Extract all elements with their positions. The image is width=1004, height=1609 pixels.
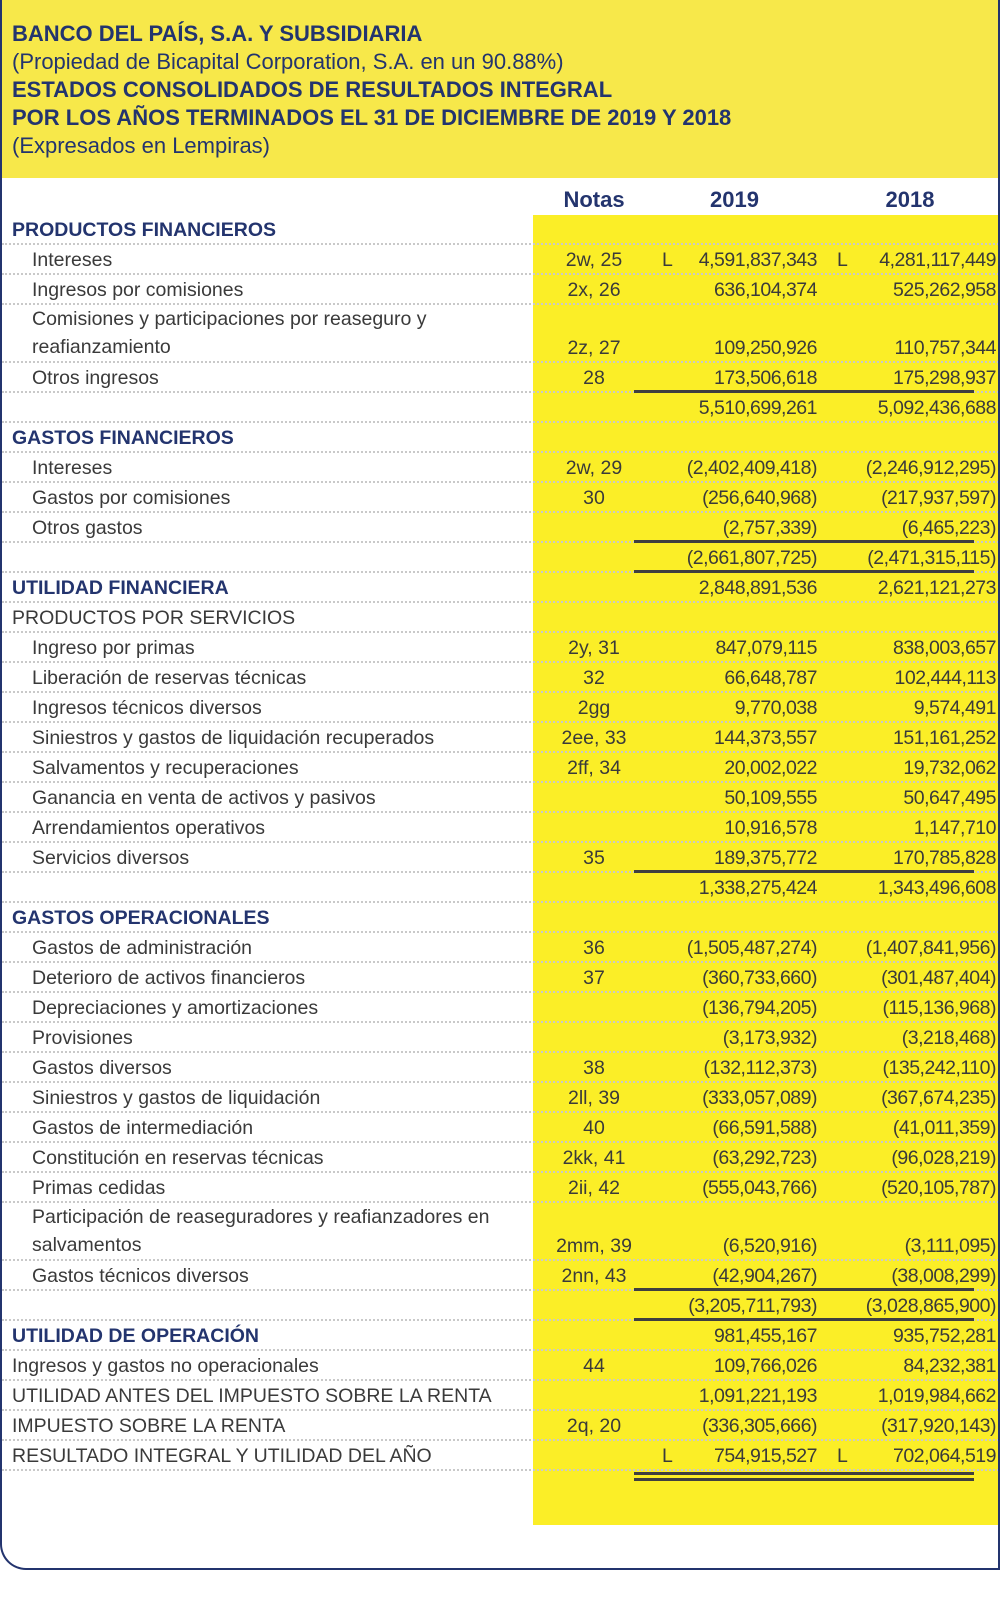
statement-table bbox=[2, 215, 1000, 1471]
table-row bbox=[2, 1381, 1000, 1411]
value-2018: 702,064,519 bbox=[893, 1445, 996, 1467]
row-label: PRODUCTOS FINANCIEROS bbox=[12, 219, 276, 241]
table-row bbox=[2, 843, 1000, 873]
row-label: Salvamentos y recuperaciones bbox=[32, 757, 299, 779]
table-row bbox=[2, 783, 1000, 813]
value-2019: (360,733,660) bbox=[702, 967, 817, 989]
table-row bbox=[2, 963, 1000, 993]
row-label: Otros ingresos bbox=[32, 367, 159, 389]
value-2019: (2,661,807,725) bbox=[686, 547, 817, 569]
row-label: Gastos diversos bbox=[32, 1057, 172, 1079]
value-2018: (3,028,865,900) bbox=[865, 1295, 996, 1317]
row-label: Gastos técnicos diversos bbox=[32, 1265, 249, 1287]
table-row bbox=[2, 993, 1000, 1023]
value-2018: 19,732,062 bbox=[903, 757, 996, 779]
value-2019: (336,305,666) bbox=[702, 1415, 817, 1437]
table-row bbox=[2, 1441, 1000, 1471]
row-label: Siniestros y gastos de liquidación recuperados bbox=[32, 727, 435, 749]
value-2018: 1,147,710 bbox=[913, 817, 996, 839]
double-total-rule bbox=[634, 1478, 974, 1481]
row-notes: 37 bbox=[583, 967, 605, 989]
value-2018: (520,105,787) bbox=[881, 1177, 996, 1199]
currency-note: (Expresados en Lempiras) bbox=[12, 133, 271, 158]
table-row bbox=[2, 1203, 1000, 1261]
row-notes: 2ll, 39 bbox=[567, 1087, 621, 1109]
value-2019: (3,205,711,793) bbox=[688, 1295, 817, 1317]
value-2018: 102,444,113 bbox=[894, 667, 996, 689]
value-2019: 66,648,787 bbox=[724, 667, 817, 689]
row-notes: 2mm, 39 bbox=[556, 1235, 632, 1257]
row-notes: 2ii, 42 bbox=[567, 1177, 621, 1199]
row-label: Ganancia en venta de activos y pasivos bbox=[32, 787, 376, 809]
table-row bbox=[2, 1351, 1000, 1381]
value-2018: (301,487,404) bbox=[881, 967, 996, 989]
value-2019: 9,770,038 bbox=[734, 697, 817, 719]
value-2018: 110,757,344 bbox=[894, 337, 996, 359]
table-row bbox=[2, 1173, 1000, 1203]
table-row bbox=[2, 663, 1000, 693]
row-label: UTILIDAD DE OPERACIÓN bbox=[12, 1325, 260, 1347]
value-2019: 189,375,772 bbox=[714, 847, 817, 869]
row-label: UTILIDAD ANTES DEL IMPUESTO SOBRE LA RENTA bbox=[12, 1385, 492, 1407]
double-total-rule bbox=[634, 1472, 974, 1475]
value-2018: (367,674,235) bbox=[881, 1087, 996, 1109]
row-label: GASTOS OPERACIONALES bbox=[12, 907, 270, 929]
value-2019: 5,510,699,261 bbox=[698, 397, 817, 419]
row-label: Comisiones y participaciones por reaseguro y reafianzamiento bbox=[32, 308, 427, 358]
value-2018: 525,262,958 bbox=[893, 279, 996, 301]
row-notes: 32 bbox=[583, 667, 605, 689]
value-2018: 9,574,491 bbox=[913, 697, 996, 719]
row-label: Siniestros y gastos de liquidación bbox=[32, 1087, 321, 1109]
value-2019: (3,173,932) bbox=[722, 1027, 817, 1049]
table-row bbox=[2, 693, 1000, 723]
value-2018: (135,242,110) bbox=[882, 1057, 996, 1079]
row-notes: 40 bbox=[583, 1117, 605, 1139]
column-header-notes: Notas bbox=[563, 187, 625, 212]
value-2019: (6,520,916) bbox=[722, 1235, 817, 1257]
row-notes: 2y, 31 bbox=[568, 637, 620, 659]
value-2019: 1,338,275,424 bbox=[698, 877, 817, 899]
row-label: Depreciaciones y amortizaciones bbox=[32, 997, 319, 1019]
row-label: Ingresos técnicos diversos bbox=[32, 697, 262, 719]
table-row bbox=[2, 1261, 1000, 1291]
row-notes: 2z, 27 bbox=[567, 337, 621, 359]
value-2019: 50,109,555 bbox=[724, 787, 817, 809]
value-2019: 144,373,557 bbox=[714, 727, 817, 749]
table-row bbox=[2, 1411, 1000, 1441]
table-row bbox=[2, 513, 1000, 543]
row-label: Gastos por comisiones bbox=[32, 487, 231, 509]
table-row bbox=[2, 1083, 1000, 1113]
row-notes: 2gg bbox=[577, 697, 611, 719]
subtotal-row bbox=[2, 1291, 1000, 1321]
row-label: UTILIDAD FINANCIERA bbox=[12, 577, 229, 599]
row-label: PRODUCTOS POR SERVICIOS bbox=[12, 607, 296, 629]
value-2018: (1,407,841,956) bbox=[865, 937, 996, 959]
statement-header bbox=[2, 0, 1000, 178]
value-2018: 84,232,381 bbox=[903, 1355, 996, 1377]
value-2018: 50,647,495 bbox=[903, 787, 996, 809]
row-label: Gastos de administración bbox=[32, 937, 253, 959]
row-label: Participación de reaseguradores y reafianzadores en salvamentos bbox=[32, 1206, 490, 1256]
value-2018: 1,343,496,608 bbox=[877, 877, 996, 899]
table-row bbox=[2, 633, 1000, 663]
value-2018: 2,621,121,273 bbox=[877, 577, 996, 599]
value-2019: 10,916,578 bbox=[724, 817, 817, 839]
value-2019: 847,079,115 bbox=[715, 637, 817, 659]
currency-symbol-2019: L bbox=[662, 249, 673, 271]
subtotal-row bbox=[2, 873, 1000, 903]
row-notes: 44 bbox=[583, 1355, 605, 1377]
bank-name: BANCO DEL PAÍS, S.A. Y SUBSIDIARIA bbox=[12, 21, 423, 46]
row-label: Arrendamientos operativos bbox=[32, 817, 266, 839]
subtotal-row bbox=[2, 393, 1000, 423]
row-label: Otros gastos bbox=[32, 517, 143, 539]
subtotal-row bbox=[2, 543, 1000, 573]
value-2018: 175,298,937 bbox=[893, 367, 996, 389]
value-2018: (217,937,597) bbox=[881, 487, 996, 509]
value-2018: 151,161,252 bbox=[893, 727, 996, 749]
value-2019: 636,104,374 bbox=[714, 279, 817, 301]
row-notes: 36 bbox=[583, 937, 605, 959]
value-2018: (2,246,912,295) bbox=[865, 457, 996, 479]
value-2019: 2,848,891,536 bbox=[698, 577, 817, 599]
row-label: Provisiones bbox=[32, 1027, 133, 1049]
row-label: Intereses bbox=[32, 249, 113, 271]
value-2019: 109,250,926 bbox=[714, 337, 817, 359]
value-2019: (333,057,089) bbox=[702, 1087, 817, 1109]
table-row bbox=[2, 1143, 1000, 1173]
column-header-2019: 2019 bbox=[710, 187, 759, 212]
ownership-note: (Propiedad de Bicapital Corporation, S.A. en un 90.88%) bbox=[12, 49, 564, 74]
value-2018: 1,019,984,662 bbox=[877, 1385, 996, 1407]
row-notes: 2ff, 34 bbox=[567, 757, 621, 779]
row-notes: 2ee, 33 bbox=[561, 727, 627, 749]
value-2018: 4,281,117,449 bbox=[879, 249, 996, 271]
row-label: Ingresos por comisiones bbox=[32, 279, 244, 301]
value-2019: (2,757,339) bbox=[722, 517, 817, 539]
table-row bbox=[2, 1053, 1000, 1083]
table-row bbox=[2, 363, 1000, 393]
table-row bbox=[2, 753, 1000, 783]
table-row bbox=[2, 1113, 1000, 1143]
table-row bbox=[2, 483, 1000, 513]
value-2019: 20,002,022 bbox=[724, 757, 817, 779]
row-label: Liberación de reservas técnicas bbox=[32, 667, 307, 689]
row-label: RESULTADO INTEGRAL Y UTILIDAD DEL AÑO bbox=[12, 1445, 432, 1467]
value-2019: (42,904,267) bbox=[712, 1265, 817, 1287]
table-row bbox=[2, 813, 1000, 843]
table-row bbox=[2, 305, 1000, 363]
value-2019: (63,292,723) bbox=[712, 1147, 817, 1169]
value-2018: (2,471,315,115) bbox=[867, 547, 996, 569]
section-row bbox=[2, 215, 1000, 245]
statement-title: ESTADOS CONSOLIDADOS DE RESULTADOS INTEGRAL bbox=[12, 77, 613, 102]
value-2019: 981,455,167 bbox=[714, 1325, 817, 1347]
value-2019: (136,794,205) bbox=[702, 997, 817, 1019]
value-2018: (3,111,095) bbox=[904, 1235, 996, 1257]
row-label: Intereses bbox=[32, 457, 113, 479]
value-2018: 5,092,436,688 bbox=[877, 397, 996, 419]
row-notes: 38 bbox=[583, 1057, 605, 1079]
table-row bbox=[2, 723, 1000, 753]
table-row bbox=[2, 453, 1000, 483]
value-2018: (38,008,299) bbox=[891, 1265, 996, 1287]
value-2019: (2,402,409,418) bbox=[686, 457, 817, 479]
section-row bbox=[2, 903, 1000, 933]
value-2018: (317,920,143) bbox=[881, 1415, 996, 1437]
value-2019: 1,091,221,193 bbox=[698, 1385, 817, 1407]
currency-symbol-2018: L bbox=[837, 249, 848, 271]
table-row bbox=[2, 245, 1000, 275]
row-notes: 2q, 20 bbox=[566, 1415, 622, 1437]
value-2019: (132,112,373) bbox=[703, 1057, 817, 1079]
row-notes: 2kk, 41 bbox=[562, 1147, 626, 1169]
value-2019: 173,506,618 bbox=[714, 367, 817, 389]
value-2018: (115,136,968) bbox=[882, 997, 996, 1019]
row-notes: 2w, 25 bbox=[565, 249, 623, 271]
row-notes: 2w, 29 bbox=[565, 457, 623, 479]
statement-period: POR LOS AÑOS TERMINADOS EL 31 DE DICIEMBRE DE 2019 Y 2018 bbox=[12, 105, 732, 130]
value-2019: 4,591,837,343 bbox=[698, 249, 817, 271]
table-row bbox=[2, 275, 1000, 305]
row-notes: 2x, 26 bbox=[567, 279, 621, 301]
value-2018: (3,218,468) bbox=[901, 1027, 996, 1049]
value-2019: 109,766,026 bbox=[714, 1355, 817, 1377]
row-label: Ingresos y gastos no operacionales bbox=[12, 1355, 319, 1377]
currency-symbol-2019: L bbox=[662, 1445, 673, 1467]
row-label: Primas cedidas bbox=[32, 1177, 166, 1199]
value-2019: 754,915,527 bbox=[714, 1445, 817, 1467]
column-header-2018: 2018 bbox=[885, 187, 935, 212]
row-label: GASTOS FINANCIEROS bbox=[12, 427, 234, 449]
value-2018: (41,011,359) bbox=[892, 1117, 996, 1139]
table-row bbox=[2, 933, 1000, 963]
table-row bbox=[2, 1023, 1000, 1053]
value-2018: 170,785,828 bbox=[893, 847, 996, 869]
table-row bbox=[2, 603, 1000, 633]
row-label: IMPUESTO SOBRE LA RENTA bbox=[12, 1415, 286, 1437]
row-label: Ingreso por primas bbox=[32, 637, 195, 659]
section-row bbox=[2, 573, 1000, 603]
section-row bbox=[2, 1321, 1000, 1351]
row-label: Constitución en reservas técnicas bbox=[32, 1147, 324, 1169]
value-2019: (555,043,766) bbox=[702, 1177, 817, 1199]
row-label: Servicios diversos bbox=[32, 847, 190, 869]
row-label: Gastos de intermediación bbox=[32, 1117, 254, 1139]
row-notes: 28 bbox=[583, 367, 605, 389]
value-2018: 838,003,657 bbox=[893, 637, 996, 659]
value-2019: (66,591,588) bbox=[712, 1117, 817, 1139]
value-2019: (256,640,968) bbox=[702, 487, 817, 509]
value-2018: 935,752,281 bbox=[893, 1325, 996, 1347]
row-notes: 2nn, 43 bbox=[561, 1265, 627, 1287]
value-2019: (1,505,487,274) bbox=[686, 937, 817, 959]
row-notes: 30 bbox=[583, 487, 605, 509]
currency-symbol-2018: L bbox=[837, 1445, 848, 1467]
row-label: Deterioro de activos financieros bbox=[32, 967, 306, 989]
row-notes: 35 bbox=[583, 847, 605, 869]
value-2018: (6,465,223) bbox=[901, 517, 996, 539]
value-2018: (96,028,219) bbox=[891, 1147, 996, 1169]
section-row bbox=[2, 423, 1000, 453]
